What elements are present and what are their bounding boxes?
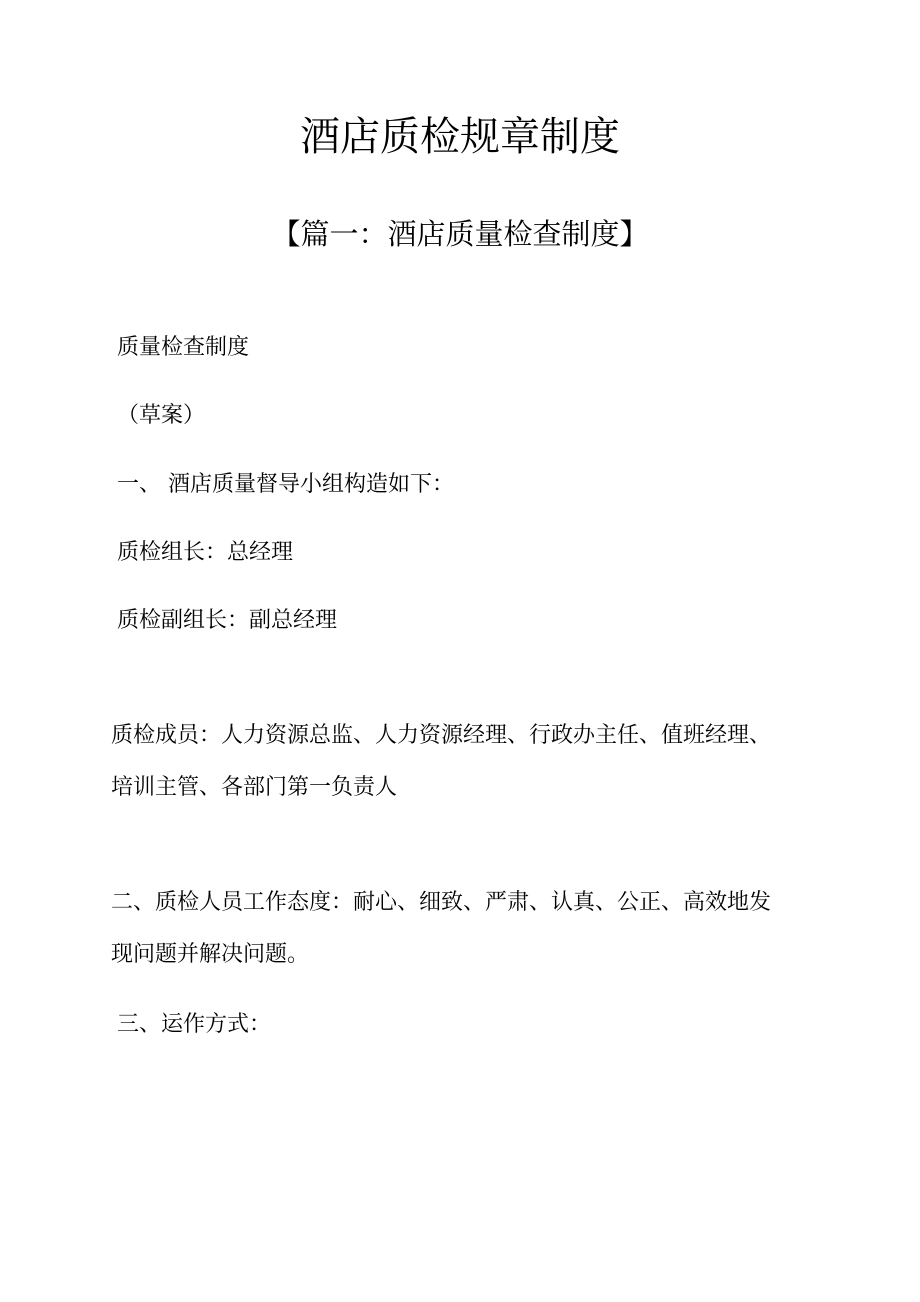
members-line-2: 培训主管、各部门第一负责人 bbox=[111, 775, 398, 800]
document-title: 酒店质检规章制度 bbox=[300, 114, 620, 160]
clause-two-line-2: 现问题并解决问题。 bbox=[111, 942, 310, 967]
document-subtitle: 【篇一：酒店质量检查制度】 bbox=[271, 217, 649, 251]
clause-two-line-1: 二、质检人员工作态度：耐心、细致、严肃、认真、公正、高效地发 bbox=[111, 890, 772, 915]
clause-one-heading: 一、 酒店质量督导小组构造如下： bbox=[117, 472, 454, 497]
deputy-leader-line: 质检副组长：副总经理 bbox=[117, 608, 338, 633]
team-leader-line: 质检组长：总经理 bbox=[117, 540, 294, 565]
members-line-1: 质检成员：人力资源总监、人力资源经理、行政办主任、值班经理、 bbox=[111, 723, 772, 748]
section-heading: 质量检查制度 bbox=[117, 335, 250, 360]
draft-label: （草案） bbox=[117, 403, 206, 428]
clause-three-heading: 三、运作方式： bbox=[117, 1012, 272, 1037]
